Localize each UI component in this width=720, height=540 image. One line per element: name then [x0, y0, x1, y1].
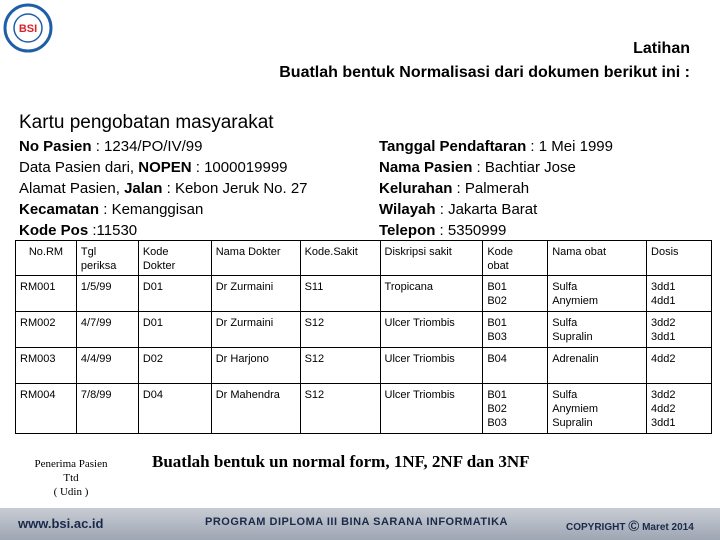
- footer-copyright: COPYRIGHT © Maret 2014: [566, 518, 694, 535]
- svg-text:BSI: BSI: [18, 23, 38, 35]
- table-cell: 7/8/99: [76, 384, 138, 434]
- col-header: Kode.Sakit: [300, 241, 380, 276]
- table-cell: S12: [300, 312, 380, 348]
- card-title: Kartu pengobatan masyarakat: [19, 112, 274, 133]
- table-cell: B01 B03: [483, 312, 548, 348]
- info-jalan: Alamat Pasien, Jalan : Kebon Jeruk No. 27: [19, 180, 308, 197]
- info-wilayah: Wilayah : Jakarta Barat: [379, 201, 538, 218]
- table-row: [16, 348, 712, 384]
- table-cell: 1/5/99: [76, 276, 138, 312]
- bsi-logo: [2, 2, 54, 54]
- table-cell: RM004: [16, 384, 77, 434]
- info-kode-pos: Kode Pos :11530: [19, 222, 138, 239]
- col-header: Kode obat: [483, 241, 548, 276]
- table-cell: D01: [138, 276, 211, 312]
- header-instruction: Buatlah bentuk Normalisasi dari dokumen berikut ini :: [279, 64, 690, 81]
- table-row: [16, 384, 712, 434]
- table-cell: B01 B02 B03: [483, 384, 548, 434]
- table-row: [16, 276, 712, 312]
- task-instruction: Buatlah bentuk un normal form, 1NF, 2NF dan 3NF: [152, 452, 530, 471]
- table-cell: Dr Mahendra: [211, 384, 300, 434]
- table-cell: RM001: [16, 276, 77, 312]
- table-cell: 3dd1 4dd1: [647, 276, 712, 312]
- header-title: Latihan: [633, 40, 690, 57]
- table-cell: RM002: [16, 312, 77, 348]
- table-cell: Dr Zurmaini: [211, 276, 300, 312]
- table-cell: B01 B02: [483, 276, 548, 312]
- patient-info-right: [379, 136, 613, 241]
- info-nopen: Data Pasien dari, NOPEN : 1000019999: [19, 159, 288, 176]
- treatment-table: [15, 240, 712, 434]
- col-header: Diskripsi sakit: [380, 241, 483, 276]
- table-cell: S11: [300, 276, 380, 312]
- table-cell: Sulfa Anymiem Supralin: [548, 384, 647, 434]
- table-cell: Adrenalin: [548, 348, 647, 384]
- table-cell: D01: [138, 312, 211, 348]
- col-header: Tgl periksa: [76, 241, 138, 276]
- table-cell: Ulcer Triombis: [380, 384, 483, 434]
- col-header: Nama obat: [548, 241, 647, 276]
- signature-name: ( Udin ): [53, 486, 89, 498]
- table-cell: RM003: [16, 348, 77, 384]
- copyright-icon: ©: [628, 518, 640, 535]
- table-cell: Tropicana: [380, 276, 483, 312]
- info-no-pasien: No Pasien : 1234/PO/IV/99: [19, 138, 203, 155]
- table-row: [16, 312, 712, 348]
- table-cell: 4/7/99: [76, 312, 138, 348]
- table-cell: D04: [138, 384, 211, 434]
- footer-program: PROGRAM DIPLOMA III BINA SARANA INFORMATIKA: [205, 516, 509, 528]
- info-tanggal: Tanggal Pendaftaran : 1 Mei 1999: [379, 138, 613, 155]
- col-header: Nama Dokter: [211, 241, 300, 276]
- info-telepon: Telepon : 5350999: [379, 222, 507, 239]
- table-cell: S12: [300, 384, 380, 434]
- table-cell: Ulcer Triombis: [380, 348, 483, 384]
- info-kelurahan: Kelurahan : Palmerah: [379, 180, 530, 197]
- table-cell: 4/4/99: [76, 348, 138, 384]
- table-cell: B04: [483, 348, 548, 384]
- table-cell: 3dd2 4dd2 3dd1: [647, 384, 712, 434]
- signature-role: Penerima Pasien: [34, 458, 108, 470]
- col-header: Kode Dokter: [138, 241, 211, 276]
- table-cell: Sulfa Supralin: [548, 312, 647, 348]
- table-cell: Dr Zurmaini: [211, 312, 300, 348]
- signature-block: [30, 457, 112, 499]
- footer-bar: [0, 508, 720, 540]
- table-cell: 4dd2: [647, 348, 712, 384]
- table-cell: Sulfa Anymiem: [548, 276, 647, 312]
- info-nama: Nama Pasien : Bachtiar Jose: [379, 159, 576, 176]
- table-cell: S12: [300, 348, 380, 384]
- footer-url[interactable]: www.bsi.ac.id: [18, 516, 104, 531]
- table-cell: Dr Harjono: [211, 348, 300, 384]
- table-cell: Ulcer Triombis: [380, 312, 483, 348]
- signature-ttd: Ttd: [63, 472, 79, 484]
- table-cell: 3dd2 3dd1: [647, 312, 712, 348]
- col-header: No.RM: [16, 241, 77, 276]
- info-kecamatan: Kecamatan : Kemanggisan: [19, 201, 204, 218]
- table-header-row: [16, 241, 712, 276]
- col-header: Dosis: [647, 241, 712, 276]
- patient-info-left: [19, 136, 308, 241]
- table-cell: D02: [138, 348, 211, 384]
